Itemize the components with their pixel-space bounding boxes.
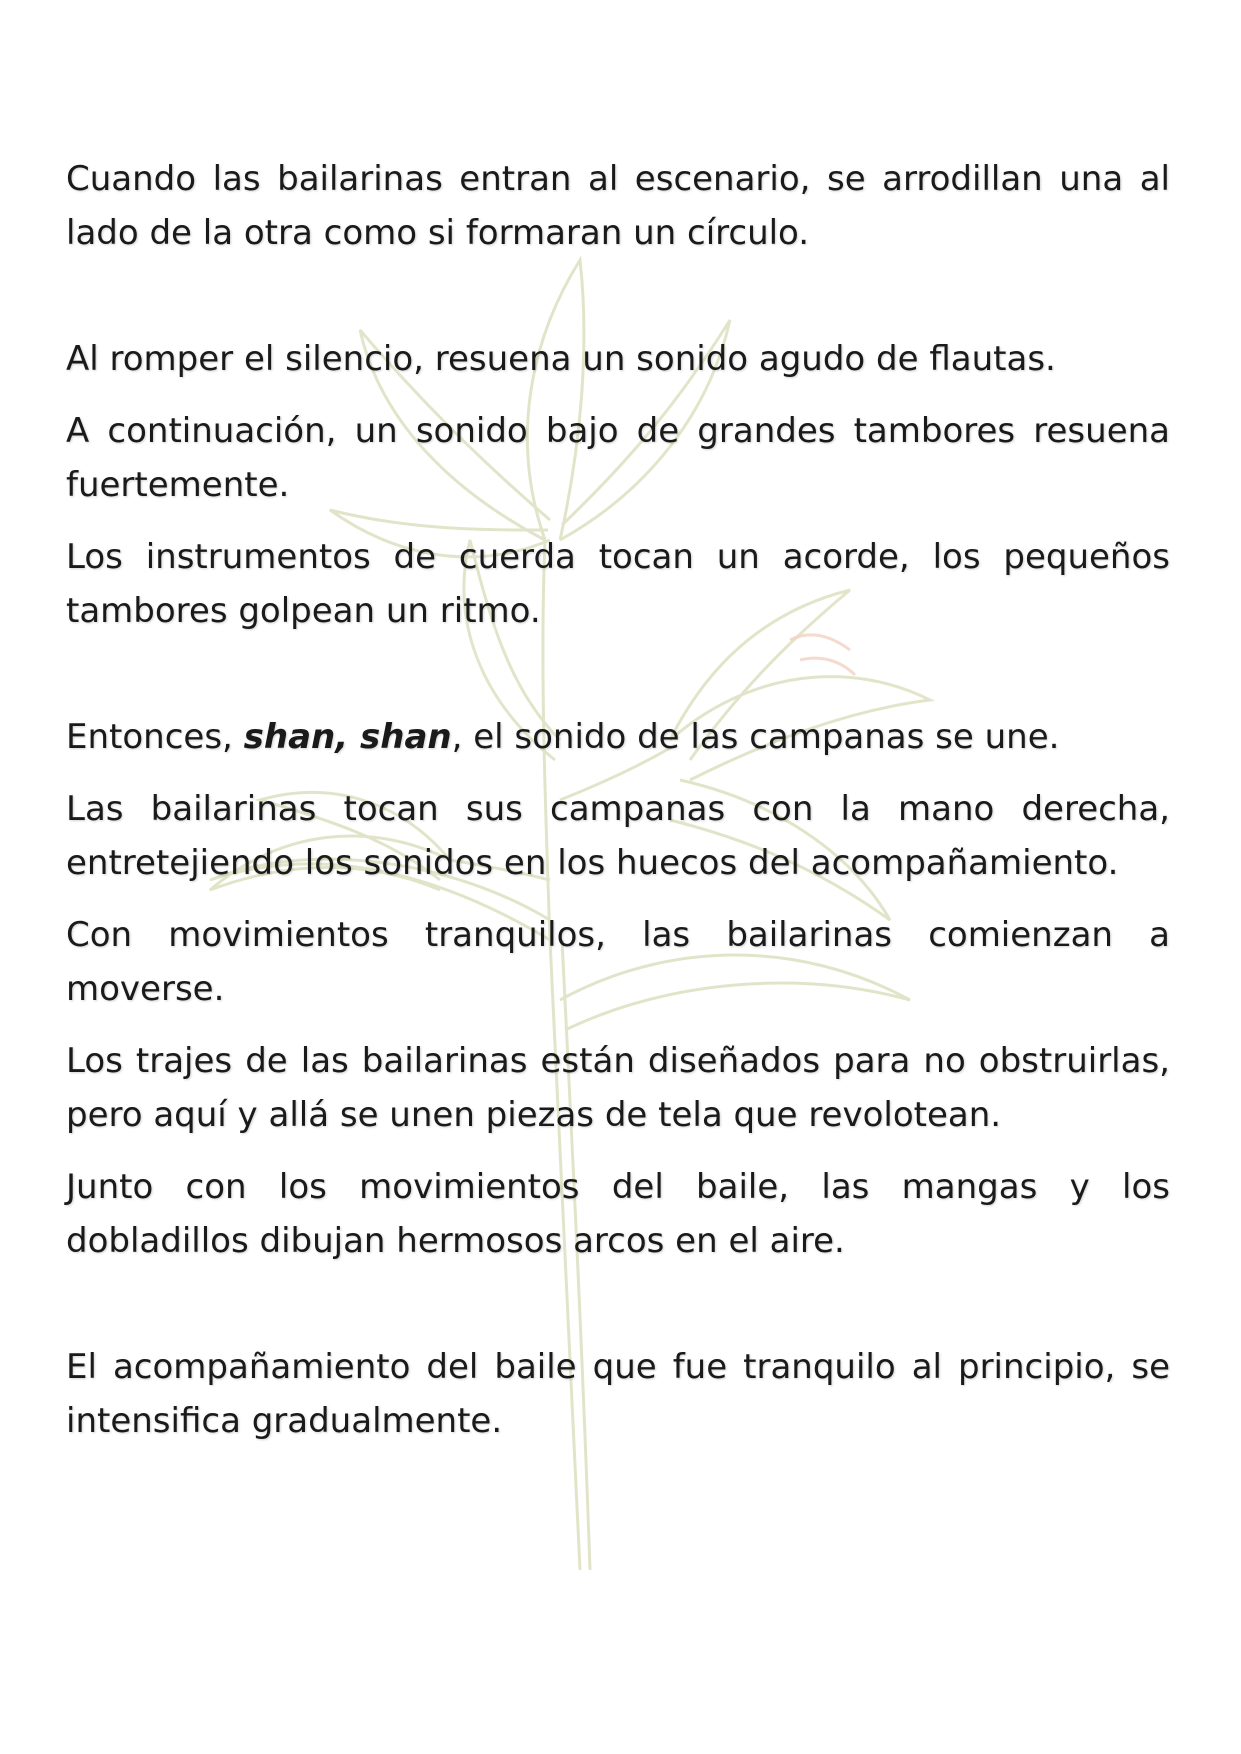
body-text [66,152,1170,1466]
paragraph-1: Cuando las bailarinas entran al escenario, se arrodillan una al lado de la otra como si formaran un círculo. [66,159,1170,253]
sound-emphasis: shan, shan [243,717,452,757]
paragraph-3: A continuación, un sonido bajo de grandes tambores resuena fuertemente. [66,411,1170,505]
paragraph-4: Los instrumentos de cuerda tocan un acorde, los pequeños tambores golpean un ritmo. [66,537,1170,631]
paragraph-2: Al romper el silencio, resuena un sonido agudo de flautas. [66,339,1056,379]
paragraph-5 [66,710,1170,764]
paragraph-5-before: Entonces, [66,717,244,757]
paragraph-7: Con movimientos tranquilos, las bailarinas comienzan a moverse. [66,915,1170,1009]
paragraph-8: Los trajes de las bailarinas están diseñados para no obstruirlas, pero aquí y allá se unen piezas de tela que revolotean. [66,1041,1170,1135]
paragraph-9: Junto con los movimientos del baile, las mangas y los dobladillos dibujan hermosos arcos en el aire. [66,1167,1170,1261]
paragraph-6: Las bailarinas tocan sus campanas con la mano derecha, entretejiendo los sonidos en los huecos del acompañamiento. [66,789,1170,883]
paragraph-10: El acompañamiento del baile que fue tranquilo al principio, se intensifica gradualmente. [66,1347,1170,1441]
paragraph-5-after: , el sonido de las campanas se une. [451,717,1060,757]
